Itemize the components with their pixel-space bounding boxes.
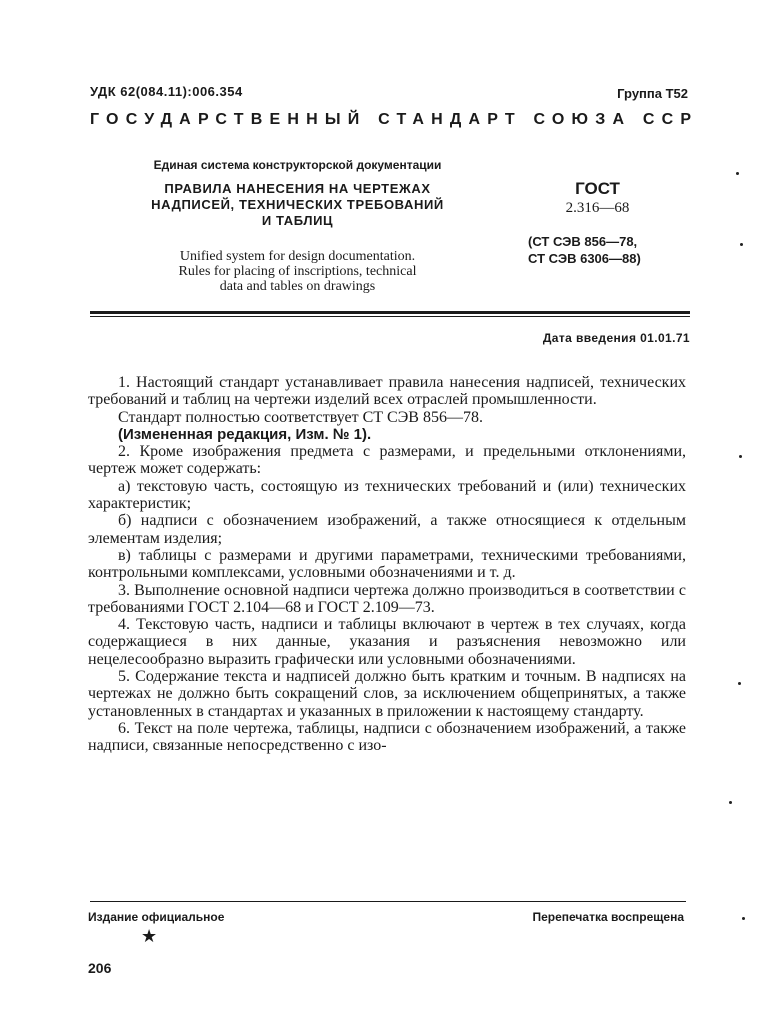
group-code: Группа Т52 (617, 86, 688, 101)
reprint-note: Перепечатка воспрещена (532, 910, 684, 924)
english-title (120, 249, 475, 294)
system-name: Единая система конструкторской документации (153, 158, 442, 172)
st-sev-references (528, 233, 641, 267)
paragraph: 5. Содержание текста и надписей должно быть кратким и точным. В надписях на чертежах не должно быть сокращений слов, за исключением общепринятых, а также установленных в стандартах и указанных в приложении к настоящему стандарту. (88, 668, 686, 720)
st-sev-line: СТ СЭВ 6306—88) (528, 251, 641, 266)
scan-speck (738, 682, 741, 685)
paragraph: 3. Выполнение основной надписи чертежа должно производиться в соответствии с требованиями ГОСТ 2.104—68 и ГОСТ 2.109—73. (88, 581, 686, 616)
standard-title-line: ПРАВИЛА НАНЕСЕНИЯ НА ЧЕРТЕЖАХ (164, 181, 431, 196)
list-item: а) текстовую часть, состоящую из технических требований и (или) технических характеристик; (88, 477, 686, 513)
header-rule-thin (90, 316, 690, 317)
introduction-date: Дата введения 01.01.71 (542, 331, 690, 345)
header-rule-thick (90, 311, 690, 314)
list-item: в) таблицы с размерами и другими параметрами, техническими требованиями, контрольными комплексами, условными обозначениями и т. д. (88, 546, 686, 582)
udk-code: УДК 62(084.11):006.354 (90, 84, 243, 99)
scan-speck (742, 917, 745, 920)
english-title-line: data and tables on drawings (219, 279, 376, 294)
list-item: б) надписи с обозначением изображений, а также относящиеся к отдельным элементам изделия; (88, 512, 686, 547)
amendment-note: (Измененная редакция, Изм. № 1). (118, 425, 372, 443)
english-title-line: Unified system for design documentation. (179, 249, 416, 264)
english-title-line: Rules for placing of inscriptions, technical (178, 264, 417, 279)
paragraph: Стандарт полностью соответствует СТ СЭВ 856—78. (118, 408, 483, 426)
scan-speck (729, 801, 732, 804)
scan-speck (739, 455, 742, 458)
page-number: 206 (88, 960, 112, 976)
star-icon: ★ (141, 926, 158, 947)
gost-number: 2.316—68 (565, 200, 630, 216)
paragraph: 1. Настоящий стандарт устанавливает правила нанесения надписей, технических требований и таблиц на чертежи изделий всех отраслей промышленности. (88, 374, 686, 409)
body-text (88, 374, 686, 755)
st-sev-line: (СТ СЭВ 856—78, (528, 234, 638, 249)
scan-speck (740, 243, 743, 246)
edition-note: Издание официальное (88, 910, 225, 924)
paragraph: 4. Текстовую часть, надписи и таблицы включают в чертеж в тех случаях, когда содержащиеся в них данные, указания и разъяснения невозможно или нецелесообразно выразить графически или условными обозначениями. (88, 616, 686, 668)
paragraph: 6. Текст на поле чертежа, таблицы, надписи с обозначением изображений, а также надписи, связанные непосредственно с изо- (88, 719, 686, 755)
standard-title (120, 181, 475, 229)
state-standard-heading: ГОСУДАРСТВЕННЫЙ СТАНДАРТ СОЮЗА ССР (90, 111, 699, 128)
paragraph: 2. Кроме изображения предмета с размерами, и предельными отклонениями, чертеж может содержать: (88, 443, 686, 478)
standard-title-line: И ТАБЛИЦ (261, 213, 334, 228)
gost-label: ГОСТ (575, 179, 620, 198)
footer-rule (90, 901, 686, 902)
standard-title-line: НАДПИСЕЙ, ТЕХНИЧЕСКИХ ТРЕБОВАНИЙ (151, 197, 444, 212)
scan-speck (736, 172, 739, 175)
